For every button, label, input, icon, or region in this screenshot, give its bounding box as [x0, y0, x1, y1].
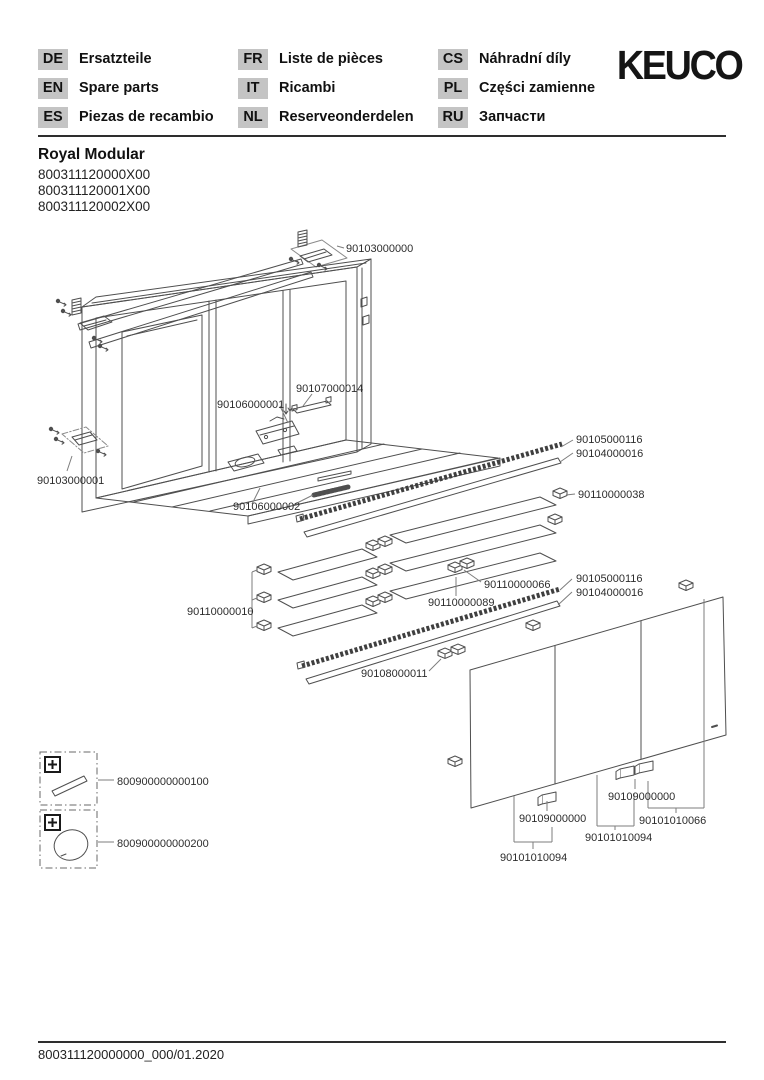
lang-label: Spare parts [79, 80, 159, 96]
part-number-label: 90106000002 [233, 501, 301, 513]
part-number-label: 90109000000 [608, 791, 676, 803]
door-guide-icon [616, 766, 634, 780]
lang-badge: FR [238, 49, 268, 70]
screw-icon [289, 257, 299, 264]
lang-badge: CS [438, 49, 468, 70]
lang-label: Запчасти [479, 109, 546, 125]
lang-fr [238, 49, 383, 70]
lang-ru [438, 107, 545, 128]
part-number-label: 90103000001 [37, 475, 105, 487]
accessory-box-1 [40, 752, 97, 805]
shelf-clip-icon [451, 644, 465, 655]
product-code: 800311120000X00 [38, 167, 151, 182]
shelf-clip-icon [257, 620, 271, 631]
part-number-label: 90101010094 [585, 832, 653, 844]
wall-bracket-part [49, 427, 108, 456]
shelf-clip-icon [378, 536, 392, 547]
part-number-label: 90106000001 [217, 399, 285, 411]
product-code: 800311120002X00 [38, 199, 151, 214]
lang-en [38, 78, 159, 99]
part-number-label: 90109000000 [519, 813, 587, 825]
part-number-label: 90101010094 [500, 852, 568, 864]
lang-cs [438, 49, 571, 70]
lang-badge: PL [438, 78, 468, 99]
wall-mounting-rail [0, 218, 347, 351]
door-clip-icon [679, 580, 693, 591]
lang-label: Liste de pièces [279, 51, 383, 67]
footer-divider [38, 1041, 726, 1043]
mirror-doors [448, 580, 726, 808]
led-driver-board [292, 397, 331, 413]
accessory-box-2 [40, 810, 97, 868]
cabinet-body [49, 259, 500, 524]
lang-label: Ricambi [279, 80, 336, 96]
part-number-label: 90107000014 [296, 383, 364, 395]
screw-icon [56, 299, 66, 306]
header-divider [38, 135, 726, 137]
screw-icon [98, 344, 108, 351]
shelf-clip-icon [257, 564, 271, 575]
lang-badge: RU [438, 107, 468, 128]
leader-lines [67, 246, 707, 849]
shelf-clip-icon [460, 558, 474, 569]
lang-it [238, 78, 335, 99]
product-code: 800311120001X00 [38, 183, 151, 198]
door-guide-icon [635, 761, 653, 775]
lang-de [38, 49, 152, 70]
part-number-label: 90104000016 [576, 448, 644, 460]
lang-badge: ES [38, 107, 68, 128]
shelf-clip-icon [257, 592, 271, 603]
part-number-label: 90101010066 [639, 815, 707, 827]
part-number-label: 90110000089 [428, 597, 495, 609]
shelf-clip-icon [438, 648, 452, 659]
lang-label: Części zamienne [479, 80, 596, 96]
lang-label: Ersatzteile [79, 51, 152, 67]
door-clip-icon [448, 756, 462, 767]
accessory-number-label: 800900000000200 [117, 838, 209, 850]
lang-label: Reserveonderdelen [279, 109, 414, 125]
spring-icon [72, 298, 81, 315]
lang-label: Náhradní díly [479, 51, 571, 67]
shelf-clip-icon [378, 592, 392, 603]
shelf-clip-icon [553, 488, 567, 499]
lang-pl [438, 78, 595, 99]
screw-icon [61, 309, 71, 316]
plus-icon [45, 815, 60, 830]
part-number-label: 90105000116 [576, 573, 643, 585]
lang-es [38, 107, 214, 128]
part-number-label: 90104000016 [576, 587, 644, 599]
part-number-label: 90110000038 [578, 489, 645, 501]
part-number-label: 90110000010 [187, 606, 254, 618]
shelf-clip-icon [378, 564, 392, 575]
lang-badge: NL [238, 107, 268, 128]
accessory-number-label: 800900000000100 [117, 776, 209, 788]
keuco-logo: KEUCO [617, 42, 742, 88]
lang-label: Piezas de recambio [79, 109, 214, 125]
screw-icon [92, 336, 102, 343]
lang-badge: DE [38, 49, 68, 70]
door-clip-icon [526, 620, 540, 631]
page-title: Royal Modular [38, 146, 145, 163]
part-number-label: 90110000066 [484, 579, 551, 591]
lang-badge: IT [238, 78, 268, 99]
glass-shelves [257, 488, 567, 636]
plus-icon [45, 757, 60, 772]
part-number-label: 90103000000 [346, 243, 414, 255]
lang-nl [238, 107, 414, 128]
part-number-callouts [37, 243, 706, 864]
part-number-label: 90105000116 [576, 434, 643, 446]
shelf-clip-icon [548, 514, 562, 525]
document-number: 800311120000000_000/01.2020 [38, 1047, 225, 1062]
lang-badge: EN [38, 78, 68, 99]
exploded-view-diagram [0, 218, 764, 880]
part-number-label: 90108000011 [361, 668, 428, 680]
